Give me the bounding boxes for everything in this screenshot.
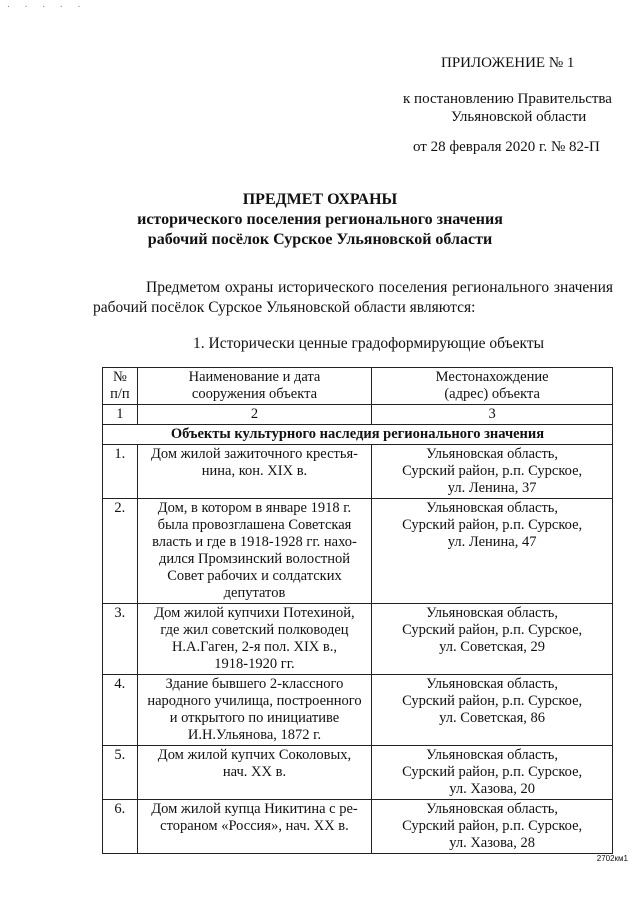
- object-name-line: нач. XX в.: [222, 764, 287, 780]
- appendix-label: ПРИЛОЖЕНИЕ № 1: [441, 55, 575, 71]
- object-name-line: Н.А.Гаген, 2-я пол. XIX в.,: [171, 639, 337, 655]
- object-address-line: Сурский район, р.п. Сурское,: [402, 693, 583, 709]
- document-title: ПРЕДМЕТ ОХРАНЫ: [242, 191, 398, 208]
- object-address-cell: [372, 746, 613, 800]
- header-addr-line1: Местонахождение: [435, 369, 549, 385]
- table-row: [103, 675, 613, 746]
- object-name-line: власть и где в 1918-1928 гг. нахо-: [152, 534, 357, 550]
- header-name-cell: [137, 368, 371, 405]
- object-address-line: Сурский район, р.п. Сурское,: [402, 517, 583, 533]
- object-name-line: и открытого по инициативе: [169, 710, 340, 726]
- table-row: [103, 746, 613, 800]
- object-name-cell: [137, 445, 371, 499]
- object-name-line: Совет рабочих и солдатских: [167, 568, 342, 584]
- column-number-row: [103, 405, 613, 425]
- object-address-line: Сурский район, р.п. Сурское,: [402, 818, 583, 834]
- object-address-line: ул. Советская, 29: [439, 639, 546, 655]
- object-address-line: Ульяновская область,: [426, 801, 559, 817]
- object-address-line: Ульяновская область,: [426, 676, 559, 692]
- table-header-row: [103, 368, 613, 405]
- object-name-line: Дом жилой купца Никитина с ре-: [151, 801, 358, 817]
- intro-paragraph-line2: рабочий посёлок Сурское Ульяновской области являются:: [93, 299, 476, 316]
- object-address-line: Ульяновская область,: [426, 605, 559, 621]
- column-number-3: 3: [372, 405, 613, 425]
- object-name-line: депутатов: [223, 585, 286, 601]
- object-name-line: Дом жилой купчихи Потехиной,: [154, 605, 355, 621]
- resolution-reference-line2: Ульяновской области: [451, 109, 587, 125]
- document-subtitle-line2: рабочий посёлок Сурское Ульяновской области: [147, 231, 493, 248]
- object-address-line: ул. Ленина, 47: [447, 534, 537, 550]
- object-address-line: Сурский район, р.п. Сурское,: [402, 764, 583, 780]
- object-name-line: Дом, в котором в январе 1918 г.: [157, 500, 352, 516]
- table-row: [103, 499, 613, 604]
- section-heading: 1. Исторически ценные градоформирующие объекты: [193, 335, 545, 352]
- row-number: 1.: [103, 445, 138, 499]
- object-address-cell: [372, 604, 613, 675]
- column-number-2: 2: [137, 405, 371, 425]
- object-address-line: Ульяновская область,: [426, 446, 559, 462]
- document-subtitle-line1: исторического поселения регионального значения: [137, 211, 503, 228]
- row-number: 2.: [103, 499, 138, 604]
- object-name-line: нина, кон. XIX в.: [201, 463, 308, 479]
- object-address-line: ул. Хазова, 20: [449, 781, 535, 797]
- object-address-cell: [372, 675, 613, 746]
- row-number: 4.: [103, 675, 138, 746]
- header-num-line1: №: [112, 369, 127, 385]
- header-addr-cell: [372, 368, 613, 405]
- object-address-cell: [372, 800, 613, 854]
- object-name-line: Здание бывшего 2-классного: [165, 676, 344, 692]
- object-name-cell: [137, 746, 371, 800]
- object-address-line: ул. Советская, 86: [439, 710, 546, 726]
- footer-code: 2702км1: [596, 854, 628, 863]
- object-name-line: Дом жилой купчих Соколовых,: [157, 747, 352, 763]
- object-address-cell: [372, 445, 613, 499]
- column-number-1: 1: [103, 405, 138, 425]
- header-num-cell: [103, 368, 138, 405]
- table-section-title: Объекты культурного наследия регионального значения: [103, 425, 613, 445]
- object-name-cell: [137, 675, 371, 746]
- table-section-row: [103, 425, 613, 445]
- resolution-date-number: от 28 февраля 2020 г. № 82-П: [413, 139, 600, 155]
- object-address-cell: [372, 499, 613, 604]
- header-addr-line2: (адрес) объекта: [444, 386, 540, 402]
- object-name-cell: [137, 800, 371, 854]
- heritage-objects-table: [102, 367, 613, 854]
- header-name-line2: сооружения объекта: [191, 386, 318, 402]
- object-address-line: Ульяновская область,: [426, 747, 559, 763]
- object-name-line: И.Н.Ульянова, 1872 г.: [187, 727, 322, 743]
- object-address-line: ул. Ленина, 37: [447, 480, 537, 496]
- table-row: [103, 604, 613, 675]
- object-name-line: народного училища, построенного: [147, 693, 362, 709]
- object-address-line: ул. Хазова, 28: [449, 835, 535, 851]
- object-name-line: дился Промзинский волостной: [158, 551, 350, 567]
- header-num-line2: п/п: [110, 386, 130, 402]
- object-name-line: Дом жилой зажиточного крестья-: [150, 446, 358, 462]
- row-number: 5.: [103, 746, 138, 800]
- object-name-cell: [137, 604, 371, 675]
- resolution-reference-line1: к постановлению Правительства: [403, 91, 612, 107]
- object-name-line: была провозглашена Советская: [157, 517, 352, 533]
- table-row: [103, 445, 613, 499]
- header-name-line1: Наименование и дата: [188, 369, 321, 385]
- row-number: 6.: [103, 800, 138, 854]
- intro-paragraph-line1: Предметом охраны исторического поселения регионального значения: [146, 279, 613, 296]
- row-number: 3.: [103, 604, 138, 675]
- object-address-line: Ульяновская область,: [426, 500, 559, 516]
- object-name-cell: [137, 499, 371, 604]
- object-name-line: стораном «Россия», нач. XX в.: [160, 818, 349, 834]
- object-address-line: Сурский район, р.п. Сурское,: [402, 463, 583, 479]
- object-name-line: где жил советский полководец: [160, 622, 349, 638]
- object-name-line: 1918-1920 гг.: [214, 656, 295, 672]
- object-address-line: Сурский район, р.п. Сурское,: [402, 622, 583, 638]
- scan-artifact: · · · · ·: [6, 2, 86, 11]
- table-row: [103, 800, 613, 854]
